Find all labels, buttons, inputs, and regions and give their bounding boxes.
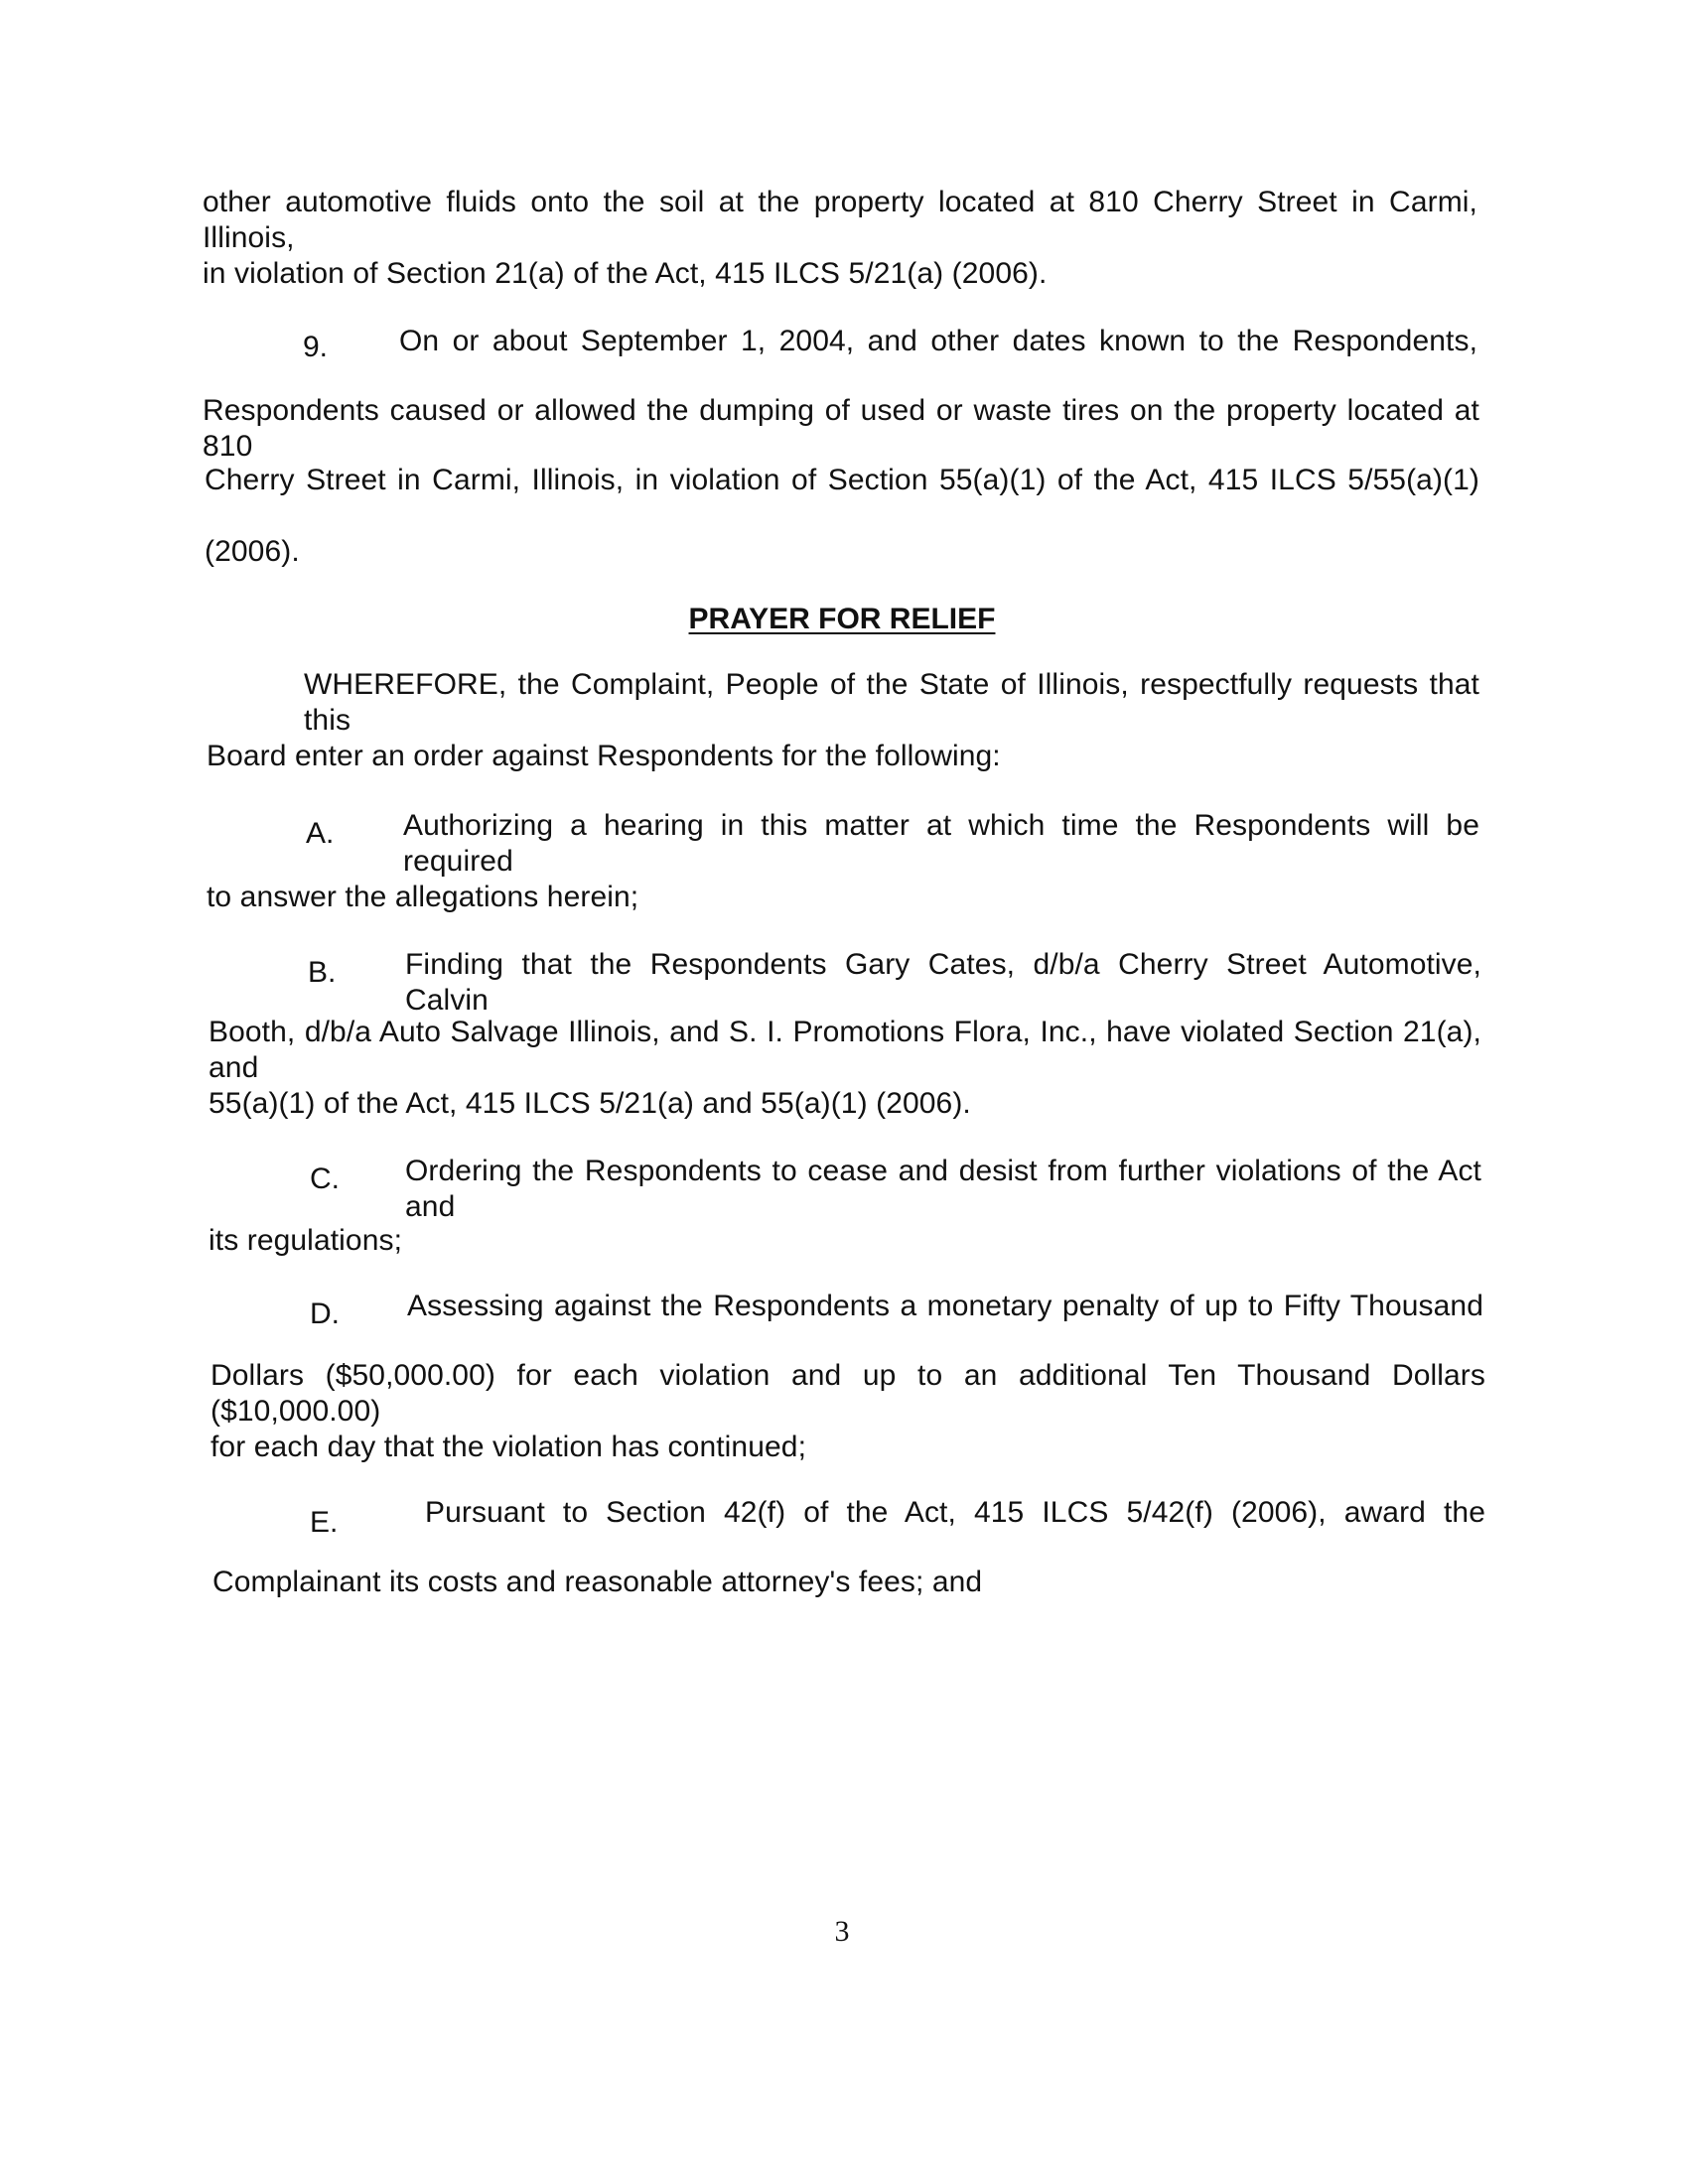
- continuation-line-2: in violation of Section 21(a) of the Act, 415 ILCS 5/21(a) (2006).: [203, 257, 1048, 290]
- item-d-line-1: Assessing against the Respondents a monetary penalty of up to Fifty Thousand: [407, 1290, 1483, 1322]
- prayer-for-relief-heading: PRAYER FOR RELIEF: [688, 603, 996, 635]
- item-c-line-1: Ordering the Respondents to cease and desist from further violations of the Act and: [405, 1155, 1481, 1223]
- paragraph-9-number: 9.: [303, 331, 329, 363]
- item-c-line-2: its regulations;: [209, 1224, 403, 1257]
- paragraph-9-line-2: Respondents caused or allowed the dumping of used or waste tires on the property located at 810: [203, 394, 1479, 463]
- item-e-line-1: Pursuant to Section 42(f) of the Act, 415 ILCS 5/42(f) (2006), award the: [425, 1496, 1485, 1529]
- item-a-label: A.: [306, 817, 335, 850]
- paragraph-9-line-4: (2006).: [205, 535, 300, 568]
- paragraph-9-line-1: On or about September 1, 2004, and other dates known to the Respondents,: [399, 325, 1477, 357]
- item-a-line-2: to answer the allegations herein;: [207, 881, 639, 913]
- item-a-line-1: Authorizing a hearing in this matter at which time the Respondents will be required: [403, 809, 1479, 878]
- item-b-line-2: Booth, d/b/a Auto Salvage Illinois, and S. I. Promotions Flora, Inc., have violated Section 21(a), and: [209, 1016, 1481, 1084]
- prayer-intro-line-1: WHEREFORE, the Complaint, People of the State of Illinois, respectfully requests that this: [304, 668, 1479, 737]
- item-b-label: B.: [308, 956, 337, 989]
- item-e-line-2: Complainant its costs and reasonable attorney's fees; and: [212, 1566, 983, 1598]
- item-e-label: E.: [310, 1506, 339, 1539]
- page-number: 3: [834, 1915, 850, 1948]
- item-d-line-3: for each day that the violation has continued;: [210, 1431, 806, 1463]
- paragraph-9-line-3: Cherry Street in Carmi, Illinois, in violation of Section 55(a)(1) of the Act, 415 ILCS 5/55(a)(1): [205, 464, 1479, 496]
- prayer-intro-line-2: Board enter an order against Respondents for the following:: [207, 740, 1001, 772]
- item-b-line-1: Finding that the Respondents Gary Cates, d/b/a Cherry Street Automotive, Calvin: [405, 948, 1481, 1017]
- item-d-line-2: Dollars ($50,000.00) for each violation and up to an additional Ten Thousand Dollars ($10,000.00): [210, 1359, 1485, 1428]
- item-b-line-3: 55(a)(1) of the Act, 415 ILCS 5/21(a) and 55(a)(1) (2006).: [209, 1087, 971, 1120]
- continuation-line-1: other automotive fluids onto the soil at the property located at 810 Cherry Street in Carmi, Illinois,: [203, 186, 1477, 254]
- item-d-label: D.: [310, 1297, 340, 1330]
- item-c-label: C.: [310, 1162, 340, 1195]
